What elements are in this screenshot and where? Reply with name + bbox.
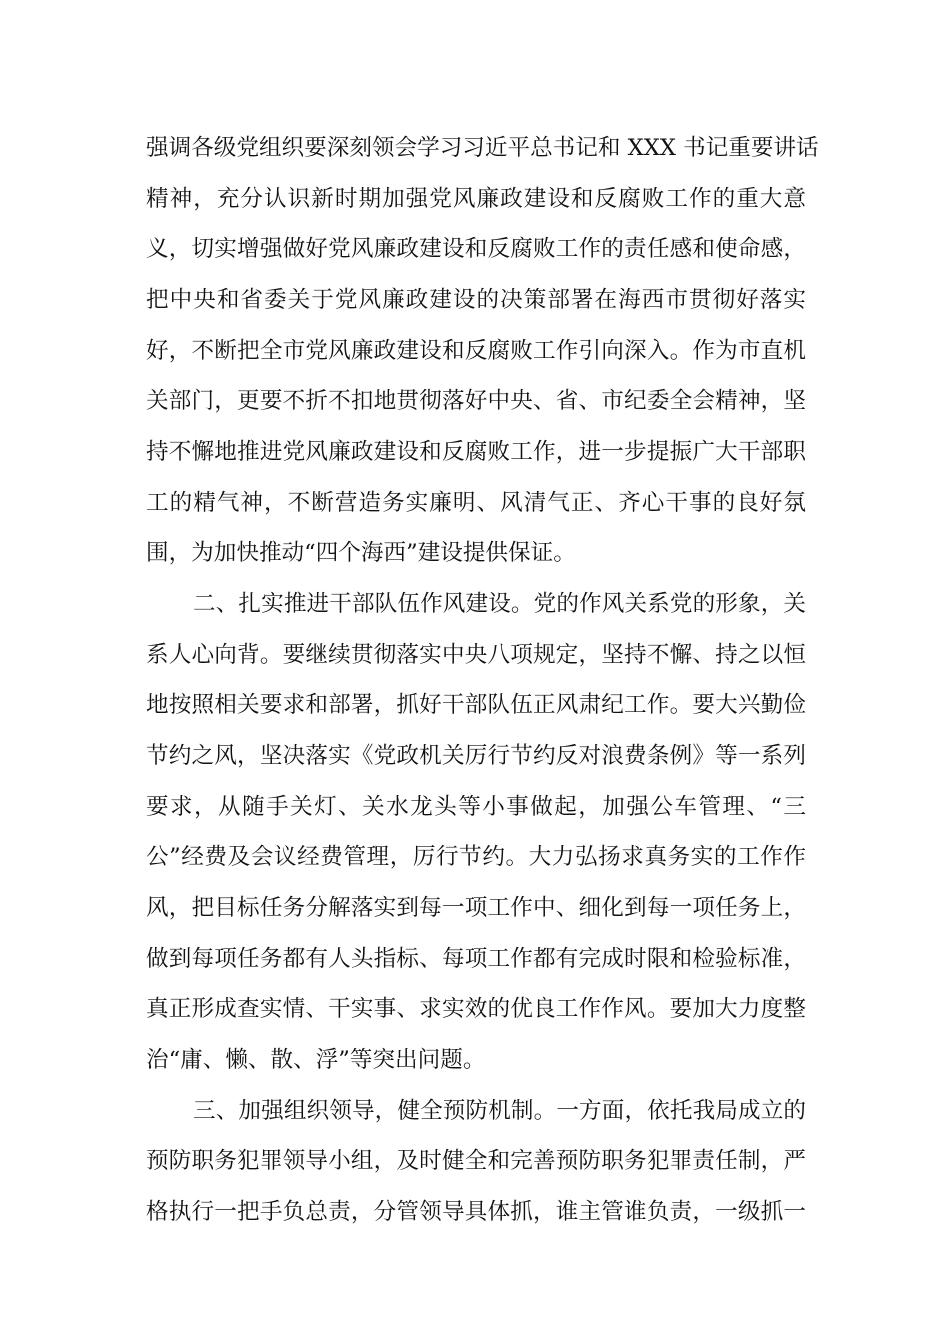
paragraph-line: 围，为加快推动“四个海西”建设提供保证。 [146, 540, 576, 566]
paragraph-line: 工的精气神，不断营造务实廉明、风清气正、齐心干事的良好氛 [146, 490, 806, 516]
paragraph-line: 风，把目标任务分解落实到每一项工作中、细化到每一项任务上， [146, 895, 806, 921]
paragraph-line: 强调各级党组织要深刻领会学习习近平总书记和 XXX 书记重要讲话 [146, 135, 819, 161]
paragraph-line: 关部门，更要不折不扣地贯彻落好中央、省、市纪委全会精神，坚 [146, 388, 806, 414]
paragraph-line: 要求，从随手关灯、关水龙头等小事做起，加强公车管理、“三 [146, 794, 806, 820]
paragraph-line: 好，不断把全市党风廉政建设和反腐败工作引向深入。作为市直机 [146, 338, 806, 364]
paragraph-line: 公”经费及会议经费管理，厉行节约。大力弘扬求真务实的工作作 [146, 844, 806, 870]
paragraph-line: 义，切实增强做好党风廉政建设和反腐败工作的责任感和使命感， [146, 236, 806, 262]
paragraph-line: 格执行一把手负总责，分管领导具体抓，谁主管谁负责，一级抓一 [146, 1199, 806, 1225]
paragraph-line: 把中央和省委关于党风廉政建设的决策部署在海西市贯彻好落实 [146, 287, 806, 313]
section-heading-line: 二、扎实推进干部队伍作风建设。党的作风关系党的形象，关 [193, 591, 806, 617]
section-heading-line: 三、加强组织领导，健全预防机制。一方面，依托我局成立的 [193, 1098, 806, 1124]
paragraph-line: 持不懈地推进党风廉政建设和反腐败工作，进一步提振广大干部职 [146, 439, 806, 465]
paragraph-line: 做到每项任务都有人头指标、每项工作都有完成时限和检验标准， [146, 946, 806, 972]
paragraph-line: 精神，充分认识新时期加强党风廉政建设和反腐败工作的重大意 [146, 186, 806, 212]
paragraph-line: 系人心向背。要继续贯彻落实中央八项规定，坚持不懈、持之以恒 [146, 642, 806, 668]
paragraph-line: 节约之风，坚决落实《党政机关厉行节约反对浪费条例》等一系列 [146, 743, 806, 769]
paragraph-line: 预防职务犯罪领导小组，及时健全和完善预防职务犯罪责任制，严 [146, 1148, 806, 1174]
paragraph-line: 真正形成查实情、干实事、求实效的优良工作作风。要加大力度整 [146, 996, 806, 1022]
paragraph-line: 地按照相关要求和部署，抓好干部队伍正风肃纪工作。要大兴勤俭 [146, 692, 806, 718]
paragraph-line: 治“庸、懒、散、浮”等突出问题。 [146, 1047, 486, 1073]
